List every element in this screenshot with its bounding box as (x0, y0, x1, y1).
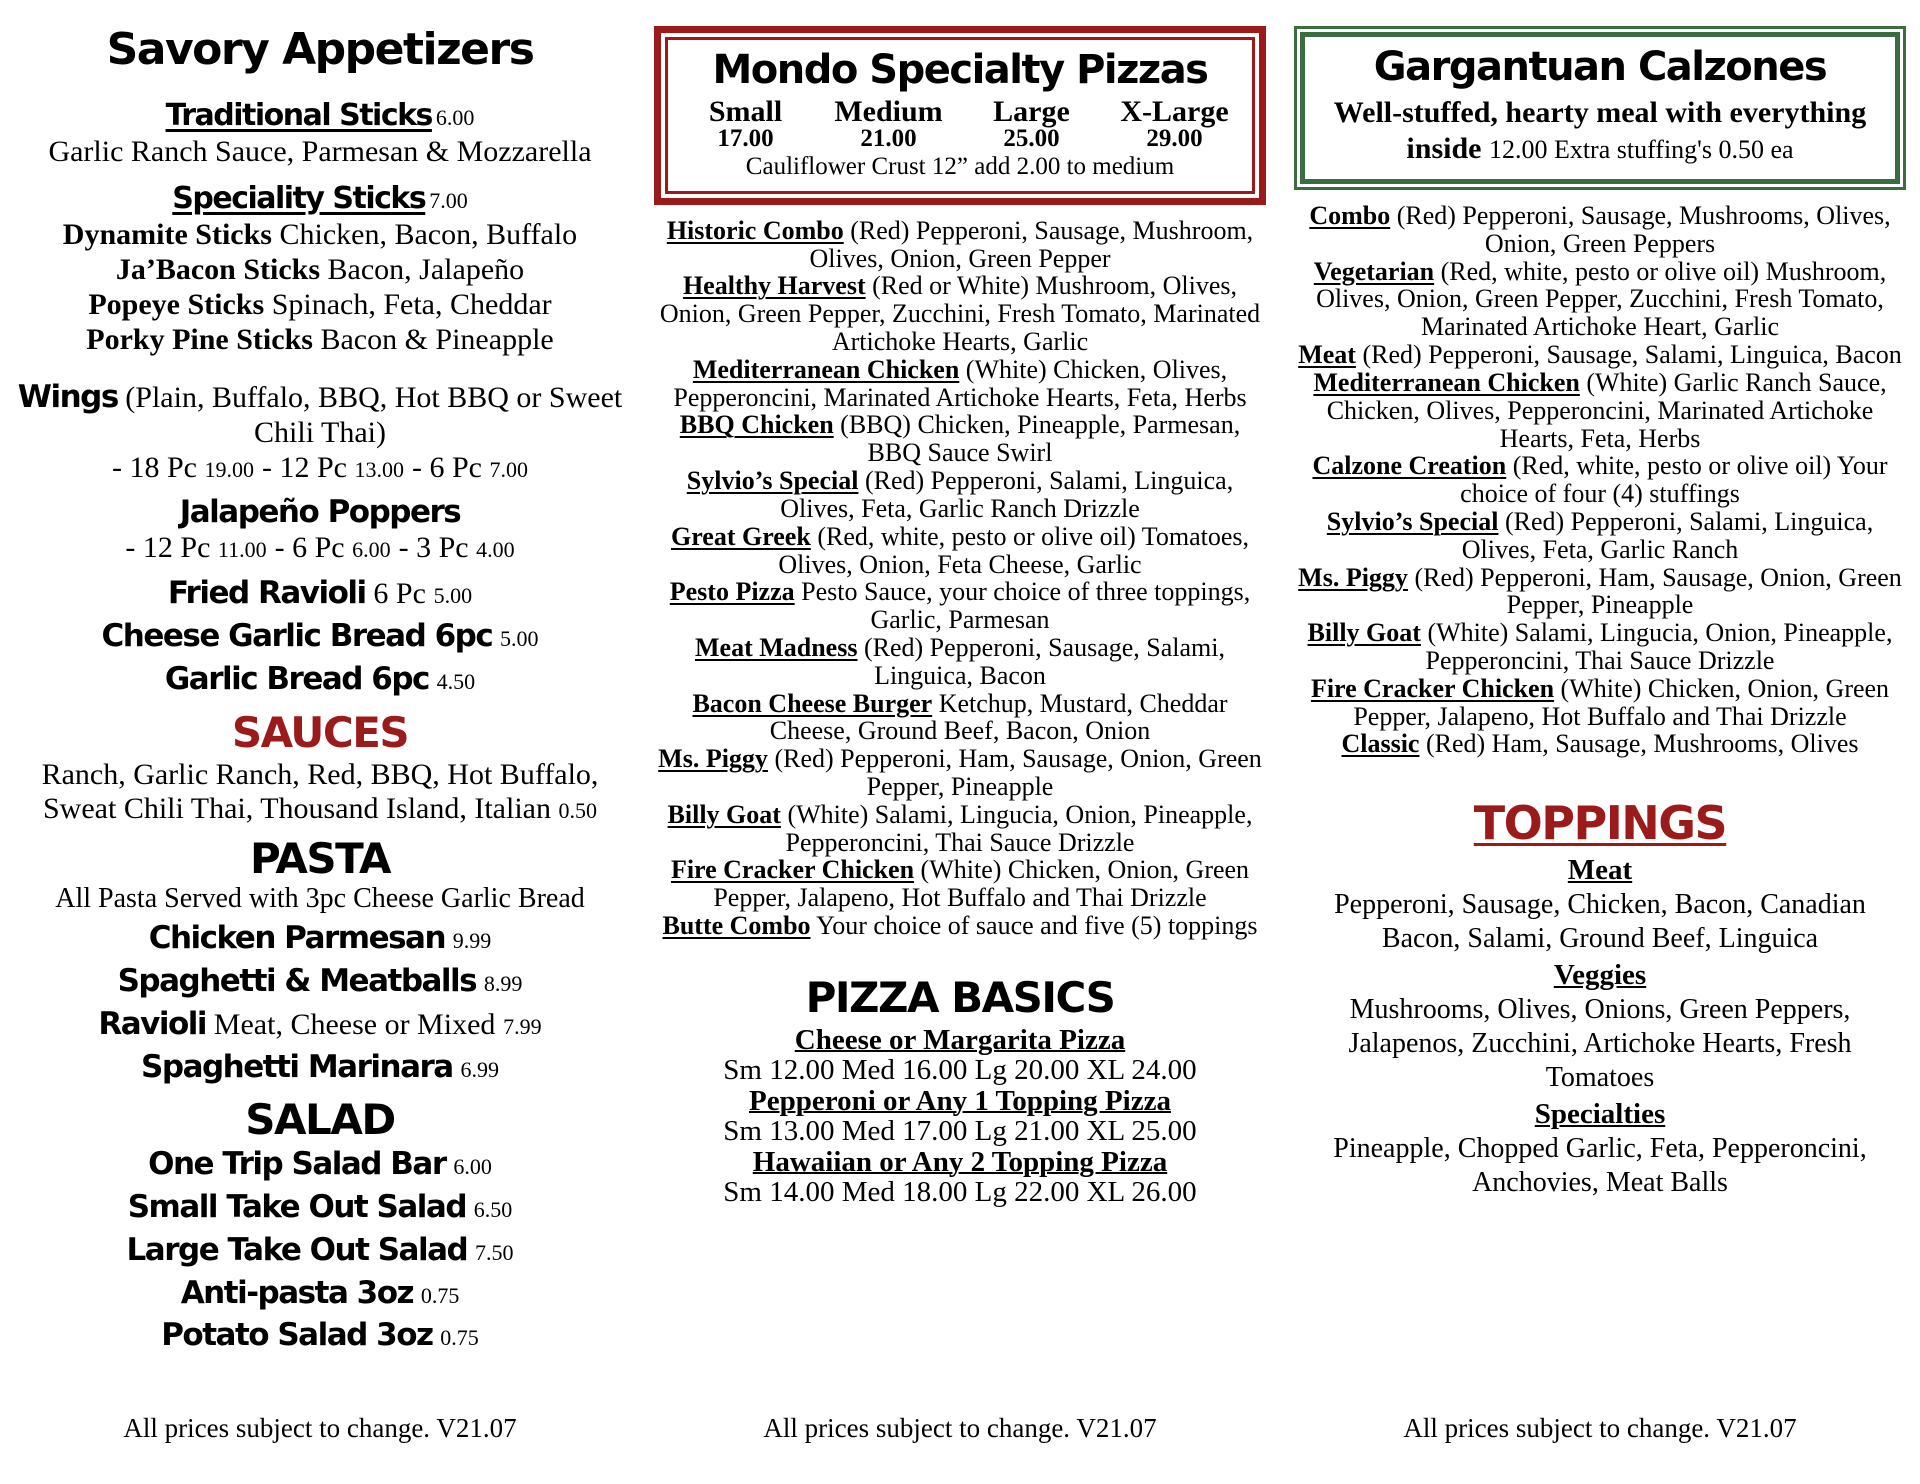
menu-item (654, 912, 1266, 940)
item-desc: (Red, white, pesto or olive oil) Mushroom, Olives, Onion, Green Pepper, Zucchini, Fresh Tomato, Marinated Artichoke Heart, Garlic (1316, 256, 1887, 342)
menu-item (654, 217, 1266, 273)
salad-items-list (127, 1143, 514, 1357)
bread-items-list (102, 572, 539, 700)
piece-price: 11.00 (217, 537, 267, 563)
menu-item (1294, 369, 1906, 452)
item-name: Butte Combo (662, 911, 811, 941)
item-desc: (Red) Pepperoni, Salami, Linguica, Olives, Feta, Garlic Ranch (1461, 506, 1874, 564)
size-option (674, 95, 817, 152)
column-savory-appetizers (0, 0, 640, 1484)
item-desc: (Red) Pepperoni, Sausage, Mushroom, Olives, Onion, Green Pepper (809, 215, 1254, 273)
item-desc: (White) Chicken, Olives, Pepperoncini, Marinated Artichoke Hearts, Feta, Herbs (673, 354, 1247, 412)
menu-item (102, 615, 539, 658)
item-price: 5.00 (499, 626, 539, 652)
menu-item (127, 1143, 514, 1186)
pizza-basics-list (723, 1025, 1196, 1208)
specialty-pizzas-list (654, 217, 1266, 940)
item-desc: (Red) Pepperoni, Ham, Sausage, Onion, Green Pepper, Pineapple (1414, 562, 1902, 620)
pasta-note: All Pasta Served with 3pc Cheese Garlic Bread (55, 883, 585, 915)
menu-item (654, 690, 1266, 746)
item-desc: (Red, white, pesto or olive oil) Tomatoes, Olives, Onion, Feta Cheese, Garlic (778, 521, 1249, 579)
menu-item (1294, 508, 1906, 564)
item-name: Jalapeño Poppers (179, 494, 461, 531)
group-name: Veggies (1553, 959, 1647, 992)
piece-option (399, 531, 515, 564)
item-name: Traditional Sticks (165, 97, 432, 133)
item-price: 8.99 (483, 971, 523, 997)
item-desc: (Red) Pepperoni, Sausage, Salami, Linguica, Bacon (1362, 340, 1902, 370)
item-name: Ravioli (98, 1005, 207, 1042)
column-specialty-pizzas (640, 0, 1280, 1484)
item-price: 7.00 (429, 187, 468, 213)
topping-group (1294, 852, 1906, 955)
speciality-sticks-heading (172, 181, 467, 217)
item-price: 0.75 (440, 1325, 479, 1351)
item-name: Billy Goat (667, 799, 781, 829)
item-desc: (White) Salami, Lingucia, Onion, Pineapple, Pepperoncini, Thai Sauce Drizzle (785, 799, 1253, 857)
menu-item (1294, 619, 1906, 675)
column-calzones (1280, 0, 1920, 1484)
menu-item (1294, 258, 1906, 341)
middle-footer-note: All prices subject to change. V21.07 (763, 1413, 1157, 1443)
item-desc: (Red or White) Mushroom, Olives, Onion, Green Pepper, Zucchini, Fresh Tomato, Marinated Artichoke Hearts, Garlic (659, 271, 1261, 356)
item-desc: Meat, Cheese or Mixed (213, 1007, 496, 1041)
speciality-sticks-list (63, 217, 577, 357)
item-name: Speciality Sticks (172, 180, 426, 216)
item-name: Classic (1341, 729, 1420, 759)
size-option (1103, 95, 1246, 152)
topping-group (1294, 957, 1906, 1094)
item-desc: (White) Salami, Lingucia, Onion, Pineapple, Pepperoncini, Thai Sauce Drizzle (1425, 618, 1893, 675)
left-footer-note: All prices subject to change. V21.07 (123, 1413, 517, 1443)
item-desc: (White) Chicken, Onion, Green Pepper, Jalapeno, Hot Buffalo and Thai Drizzle (713, 855, 1250, 913)
menu-item (654, 272, 1266, 355)
item-name: Healthy Harvest (682, 271, 866, 301)
item-desc: Pesto Sauce, your choice of three toppings, Garlic, Parmesan (801, 577, 1251, 635)
size-label: Small (708, 95, 783, 128)
toppings-title: TOPPINGS (1473, 796, 1727, 851)
pasta-items-list (98, 917, 541, 1088)
menu-item (1294, 452, 1906, 508)
piece-price: 4.00 (476, 537, 515, 563)
item-name: Fried Ravioli (167, 575, 366, 612)
item-name: Wings (17, 378, 118, 415)
item-name: Fire Cracker Chicken (1310, 673, 1555, 703)
piece-qty: - 6 Pc (412, 451, 482, 485)
item-name: BBQ Chicken (679, 410, 834, 440)
tagline-bold: Well-stuffed, hearty meal with everything inside (1333, 96, 1867, 165)
item-name: Large Take Out Salad (126, 1231, 468, 1268)
menu-item (654, 411, 1266, 467)
item-desc: (White) Garlic Ranch Sauce, Chicken, Olives, Pepperoncini, Marinated Artichoke Hearts, Feta, Herbs (1326, 367, 1887, 453)
item-desc: Ketchup, Mustard, Cheddar Cheese, Ground Beef, Bacon, Onion (769, 688, 1228, 746)
item-name: Porky Pine Sticks (86, 322, 313, 356)
calzones-title: Gargantuan Calzones (1373, 44, 1827, 90)
calzones-box (1294, 26, 1906, 190)
toppings-groups (1294, 850, 1906, 1200)
specialty-pizzas-title: Mondo Specialty Pizzas (712, 47, 1208, 93)
tagline-rest: 12.00 Extra stuffing's 0.50 ea (1488, 135, 1794, 164)
item-desc: Bacon, Jalapeño (327, 252, 525, 286)
item-name: Sylvio’s Special (686, 466, 859, 496)
size-option (817, 95, 960, 152)
menu-item (1294, 675, 1906, 731)
item-price: 0.75 (420, 1282, 460, 1308)
menu-item (98, 1003, 541, 1046)
item-price: 7.50 (474, 1239, 514, 1265)
item-name: Potato Salad 3oz (161, 1317, 433, 1354)
group-list: Pineapple, Chopped Garlic, Feta, Pepperoncini, Anchovies, Meat Balls (1333, 1133, 1867, 1199)
size-price: 21.00 (860, 124, 917, 152)
size-price: 25.00 (1003, 124, 1060, 152)
salad-title: SALAD (245, 1095, 395, 1145)
item-name: Popeye Sticks (88, 287, 265, 321)
item-name: Spaghetti Marinara (141, 1048, 453, 1085)
item-name: Pepperoni or Any 1 Topping Pizza (749, 1084, 1171, 1117)
appetizers-title: Savory Appetizers (106, 24, 534, 75)
piece-price: 7.00 (489, 457, 528, 483)
item-desc: Bacon & Pineapple (320, 322, 554, 356)
traditional-sticks-desc: Garlic Ranch Sauce, Parmesan & Mozzarella (48, 134, 592, 168)
item-desc: (White) Chicken, Onion, Green Pepper, Jalapeno, Hot Buffalo and Thai Drizzle (1353, 673, 1890, 731)
piece-qty: - 18 Pc (112, 451, 197, 485)
item-name: Meat Madness (694, 632, 858, 662)
item-name: One Trip Salad Bar (148, 1146, 446, 1183)
item-price: 6.00 (435, 104, 475, 130)
item-price: 5.00 (433, 583, 473, 609)
jalapeno-poppers-item (121, 494, 518, 566)
group-list: Mushrooms, Olives, Onions, Green Peppers, Jalapenos, Zucchini, Artichoke Hearts, Fresh Tomatoes (1348, 994, 1852, 1093)
item-prices: Sm 13.00 Med 17.00 Lg 21.00 XL 25.00 (723, 1115, 1197, 1148)
right-footer-note: All prices subject to change. V21.07 (1403, 1413, 1797, 1443)
item-name: Combo (1309, 201, 1391, 230)
item-desc: 6 Pc (373, 577, 426, 611)
item-name: Chicken Parmesan (148, 920, 446, 957)
menu-item (654, 356, 1266, 412)
menu-item (127, 1186, 514, 1229)
item-desc: (Red, white, pesto or olive oil) Your choice of four (4) stuffings (1460, 451, 1888, 509)
pizza-basic-row (723, 1147, 1196, 1208)
item-desc: (BBQ) Chicken, Pineapple, Parmesan, BBQ Sauce Swirl (840, 410, 1241, 468)
item-name: Anti-pasta 3oz (180, 1274, 414, 1311)
piece-qty: - 6 Pc (274, 531, 345, 565)
wings-prices (14, 450, 626, 486)
menu-item (127, 1314, 514, 1357)
item-price: 7.99 (503, 1013, 542, 1039)
group-name: Meat (1567, 853, 1633, 886)
item-desc: Chicken, Bacon, Buffalo (279, 217, 578, 251)
menu-item (102, 658, 539, 701)
menu-item (1294, 730, 1906, 758)
menu-item (1294, 341, 1906, 369)
size-price: 29.00 (1146, 124, 1203, 152)
item-name: Calzone Creation (1312, 451, 1507, 481)
item-name: Ja’Bacon Sticks (115, 252, 321, 286)
item-desc: (Plain, Buffalo, BBQ, Hot BBQ or Sweet Chili Thai) (125, 380, 623, 450)
item-name: Mediterranean Chicken (692, 354, 960, 384)
size-price: 17.00 (717, 124, 774, 152)
item-name: Cheese Garlic Bread 6pc (101, 618, 493, 655)
size-label: Large (993, 95, 1070, 128)
piece-qty: - 12 Pc (262, 451, 347, 485)
item-name: Dynamite Sticks (62, 217, 272, 251)
group-name: Specialties (1534, 1098, 1666, 1131)
piece-qty: - 3 Pc (398, 531, 469, 565)
item-name: Small Take Out Salad (127, 1189, 467, 1226)
menu-item (98, 960, 541, 1003)
menu-item (654, 745, 1266, 801)
size-option (960, 95, 1103, 152)
menu-item (654, 856, 1266, 912)
group-list: Pepperoni, Sausage, Chicken, Bacon, Canadian Bacon, Salami, Ground Beef, Linguica (1334, 889, 1866, 954)
item-desc: (Red) Pepperoni, Salami, Linguica, Olives, Feta, Garlic Ranch Drizzle (780, 466, 1234, 523)
item-name: Spaghetti & Meatballs (117, 963, 477, 1000)
item-name: Bacon Cheese Burger (692, 688, 933, 718)
size-label: X-Large (1120, 95, 1229, 128)
traditional-sticks-heading (166, 98, 475, 134)
pasta-title: PASTA (249, 834, 391, 884)
piece-option (262, 451, 404, 484)
menu-item (63, 217, 577, 252)
item-name: Mediterranean Chicken (1313, 367, 1580, 397)
item-name: Hawaiian or Any 2 Topping Pizza (752, 1145, 1168, 1178)
menu-item (102, 572, 539, 615)
menu-item (63, 252, 577, 287)
menu-item (1294, 564, 1906, 620)
item-price: 6.99 (460, 1056, 499, 1082)
item-name: Historic Combo (666, 215, 844, 245)
sauces-price: 0.50 (558, 798, 597, 824)
sauces-title: SAUCES (231, 707, 409, 757)
menu-item (654, 801, 1266, 857)
item-prices: Sm 12.00 Med 16.00 Lg 20.00 XL 24.00 (723, 1054, 1197, 1087)
piece-qty: - 12 Pc (125, 531, 211, 565)
item-name: Vegetarian (1313, 256, 1435, 286)
item-price: 4.50 (436, 668, 476, 694)
item-name: Meat (1298, 340, 1356, 370)
menu-item (98, 917, 541, 960)
item-desc: (Red) Pepperoni, Sausage, Mushrooms, Olives, Onion, Green Peppers (1396, 201, 1891, 258)
item-name: Fire Cracker Chicken (670, 855, 915, 885)
wings-item (14, 379, 626, 486)
menu-item (127, 1272, 514, 1315)
item-price: 6.00 (453, 1154, 492, 1180)
calzones-box-inner (1300, 32, 1900, 184)
topping-group (1294, 1096, 1906, 1199)
menu-item (1294, 202, 1906, 258)
item-name: Ms. Piggy (1298, 562, 1408, 592)
menu-item (127, 1229, 514, 1272)
item-price: 9.99 (452, 928, 492, 954)
piece-option (275, 531, 391, 564)
item-name: Ms. Piggy (658, 744, 768, 774)
item-name: Cheese or Margarita Pizza (794, 1023, 1126, 1056)
sauces-options: Ranch, Garlic Ranch, Red, BBQ, Hot Buffalo, Sweat Chili Thai, Thousand Island, Italian (41, 757, 599, 826)
size-label: Medium (834, 95, 943, 128)
menu-item (63, 322, 577, 357)
specialty-pizzas-box (654, 26, 1266, 205)
piece-price: 13.00 (354, 457, 404, 483)
sauces-list (14, 758, 626, 828)
wings-line (14, 379, 626, 450)
item-desc: (Red) Pepperoni, Ham, Sausage, Onion, Green Pepper, Pineapple (774, 744, 1262, 801)
piece-option (412, 451, 528, 484)
piece-option (112, 451, 254, 484)
poppers-prices (121, 530, 518, 566)
item-name: Great Greek (670, 521, 811, 551)
menu-item (654, 523, 1266, 579)
cauliflower-crust-note: Cauliflower Crust 12” add 2.00 to medium (745, 153, 1175, 181)
calzones-tagline (1313, 95, 1887, 167)
pizza-basic-row (723, 1025, 1196, 1086)
menu-item (63, 287, 577, 322)
menu-item (654, 634, 1266, 690)
pizza-basic-row (723, 1086, 1196, 1147)
pizza-basics-title: PIZZA BASICS (805, 972, 1115, 1022)
item-price: 6.50 (473, 1197, 513, 1223)
item-name: Billy Goat (1307, 618, 1421, 648)
menu-item (654, 578, 1266, 634)
item-prices: Sm 14.00 Med 18.00 Lg 22.00 XL 26.00 (723, 1176, 1197, 1209)
calzones-list (1294, 202, 1906, 758)
piece-option (125, 531, 266, 564)
menu-item (98, 1046, 541, 1089)
menu-item (654, 467, 1266, 523)
piece-price: 19.00 (204, 457, 254, 483)
item-desc: (Red) Ham, Sausage, Mushrooms, Olives (1425, 729, 1859, 759)
item-desc: Spinach, Feta, Cheddar (271, 287, 552, 321)
item-name: Garlic Bread 6pc (164, 660, 429, 697)
item-name: Pesto Pizza (669, 577, 795, 607)
piece-price: 6.00 (352, 537, 391, 563)
specialty-pizzas-box-inner (665, 37, 1255, 194)
item-desc: (Red) Pepperoni, Sausage, Salami, Linguica, Bacon (863, 632, 1225, 690)
item-name: Sylvio’s Special (1326, 506, 1499, 536)
pizza-sizes-row (674, 95, 1246, 152)
item-desc: Your choice of sauce and five (5) toppings (816, 911, 1258, 941)
